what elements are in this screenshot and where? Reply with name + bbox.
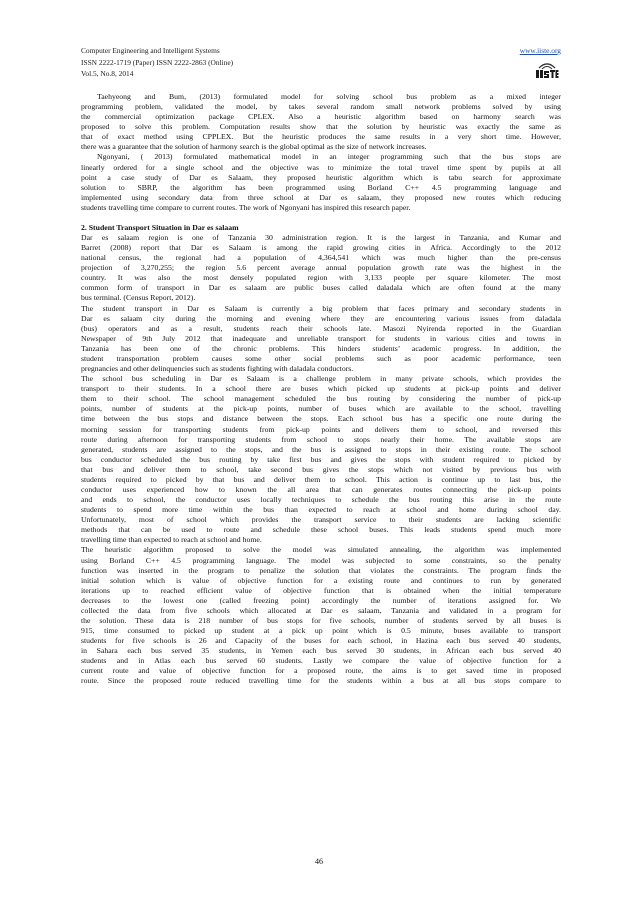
text-line: points, number of students at the pick-up points, number of buses which are available to the school, travelling [81,404,561,414]
text-line: in Sahara each bus served 35 students, in Yemen each bus served 30 students, in African each bus served 40 [81,646,561,656]
text-line: bus terminal. (Census Report, 2012). [81,293,196,303]
page-header [81,45,561,85]
paragraph-student-transport [81,304,561,375]
text-line: the solution. These data is 218 number of bus stops for five schools, number of students served by all buses is [81,615,561,625]
volume-line: Vol.5, No.8, 2014 [81,69,134,78]
text-line: Taehyeong and Bum, (2013) formulated model for solving school bus problem as a mixed integer [97,92,561,101]
body-text [81,92,561,687]
text-line: implemented using secondary data from three school at Dar es salaam, they proposed new routes which reducing [81,192,561,202]
text-line: programming problem, validated the model, by takes several random small network problems solved by using [81,102,561,112]
text-line: iterations up to reached efficient value of objective function that is obtained when the initial temperature [81,585,561,595]
text-line: initial solution which is value of objective function for a existing route and continues to run by generated [81,575,561,585]
text-line: using Borland C++ 4.5 programming language. The model was subjected to some constraints, so the penalty [81,555,561,565]
text-line: students to spend more time within the bus than expected to reach at school and home during school day. [81,505,561,515]
text-line: common form of transport in Dar es salaam are public buses called daladala which are often found at the many [81,283,561,293]
text-line: student transportation problem causes some other social problems such as poor academic performance, teen [81,353,561,363]
spacer [81,213,561,223]
text-line: travelling time than expected to reach at school and home. [81,535,262,545]
paragraph-dar-es-salaam-region [81,233,561,304]
text-line: Newspaper of 9th July 2012 that inadequate and unreliable transport for students in various cities and towns in [81,333,561,343]
text-line: students required to picked by that bus and deliver them to school. This action is continue up to last bus, the [81,474,561,484]
text-line: (bus) operators and as a result, students reach their schools late. Masozi Nyirenda reported in the Guardian [81,323,561,333]
text-line: conductor uses experienced how to known the all area that can generates routes connecting the pick-up points [81,484,561,494]
text-line: that of exact method using CPPLEX. But the heuristic produces the same results in a very short time. However, [81,132,561,142]
paragraph-ngonyani [81,152,561,212]
section-heading: 2. Student Transport Situation in Dar es salaam [81,222,239,232]
text-line: methods that can be used to route and schedule these school buses. This leads students spend much more [81,525,561,535]
text-line: 915, time consumed to picked up student at a pick up point which is 0.5 minute, buses available to transport [81,626,561,636]
text-line: proposed to solve this problem. Computation results show that the solution by heuristic was exactly the same as [81,122,561,132]
iiste-logo-icon [535,59,559,79]
text-line: function was inserted in the program to penalize the solution that violates the constraints. The program finds the [81,565,561,575]
text-line: route. Since the proposed route reduced travelling time for the students within a bus at all bus stops compare to [81,676,561,686]
text-line: students and in Atlas each bus served 60 students. Lastly we compare the value of objective function for a [81,656,561,666]
text-line: pregnancies and other delinquencies such as students fighting with daladala conductors. [81,364,354,374]
text-line: morning session for transporting students from pick-up points and delivers them to school, and reversed this [81,424,561,434]
text-line: country. It was also the most densely populated region with 3,133 people per square kilometer. The most [81,273,561,283]
text-line: the commercial optimization package CPLEX. Also a heuristic algorithm based on harmony search was [81,112,561,122]
text-line: collected the data from five schools which allocated at Dar es salaam, Tanzania and validated in a program for [81,605,561,615]
text-line: and ends to school, the conductor uses locally techniques to schedule the bus routing this arise in the route [81,495,561,505]
text-line: there was a guarantee that the solution of harmony search is the global optimal as the size of network increases. [81,142,427,152]
text-line: Ngonyani, ( 2013) formulated mathematical model in an integer programming such that the bus stops are [97,152,561,162]
text-line: linearly ordered for a single school and the objective was to minimize the total travel time spent by pupils at all [81,162,561,172]
text-line: students for five schools is 26 and Capacity of the buses for each school, in Hazina each bus served 40 students, [81,636,561,646]
text-line: national census, the regional had a population of 4,364,541 which was much higher than the pre-census [81,253,561,263]
text-line: transport to their students. In a school there are buses which picked up students at pick-up points and deliver [81,384,561,394]
text-line: The heuristic algorithm proposed to solve the model was simulated annealing, the algorithm was implemented [81,545,561,555]
issn-line: ISSN 2222-1719 (Paper) ISSN 2222-2863 (Online) [81,57,234,67]
text-line: point a case study of Dar es Salaam, they proposed heuristic algorithm which is tabu search for approximate [81,172,561,182]
text-line: route during afternoon for transporting students from school to stops nearly their home. The available stops are [81,434,561,444]
text-line: The student transport in Dar es Salaam is currently a big problem that faces primary and secondary students in [81,303,561,313]
paragraph-bus-scheduling [81,374,561,545]
text-line: decreases to the lowest one (called freezing point) accordingly the number of iterations assigned for. We [81,595,561,605]
text-line: Unfortunately, most of school which provides the transport service to their students are lacking scientific [81,515,561,525]
text-line: time between the bus stops and distance between the stops. Each school bus has a specific one route during the [81,414,561,424]
text-line: that bus and deliver them to school, take second bus gives the stops which not visited by previous bus with [81,464,561,474]
text-line: Barret (2008) report that Dar es Salaam is among the rapid growing cities in Africa. Accordingly to the 2012 [81,243,561,253]
text-line: The school bus scheduling in Dar es Salaam is a challenge problem in many private schools, which provides the [81,374,561,384]
paragraph-taehyeong [81,92,561,152]
text-line: Tanzania has been one of the chronic problems. This hinders students’ academic progress. In addition, the [81,343,561,353]
journal-url-link[interactable]: www.iiste.org [519,46,561,55]
paragraph-heuristic-algorithm [81,545,561,686]
text-line: projection of 3,270,255; the region 5.6 percent average annual population growth rate was the highest in the [81,263,561,273]
text-line: students travelling time compare to current routes. The work of Ngonyani has inspired this research paper. [81,202,411,212]
text-line: them to their school. The school management scheduled the bus routing by considering the number of pick-up [81,394,561,404]
text-line: Dar es salaam city during the morning and evening where they are encountering various issues from daladala [81,313,561,323]
text-line: Dar es salaam region is one of Tanzania 30 administration region. It is the largest in Tanzania, and Kumar and [81,233,561,243]
text-line: current route and value of objective function for a proposed route, the aims is to get saved time in proposed [81,666,561,676]
text-line: bus conductor scheduled the bus routing by take first bus and gives the stops with student required to picked by [81,454,561,464]
text-line: generated, students are assigned to the stops, and the bus is assigned to stops in their existing route. The school [81,444,561,454]
page-number: 46 [315,857,323,866]
text-line: solution to SBRP, the algorithm has been programmed using Borland C++ 4.5 programming language and [81,182,561,192]
journal-name: Computer Engineering and Intelligent Systems [81,46,220,55]
